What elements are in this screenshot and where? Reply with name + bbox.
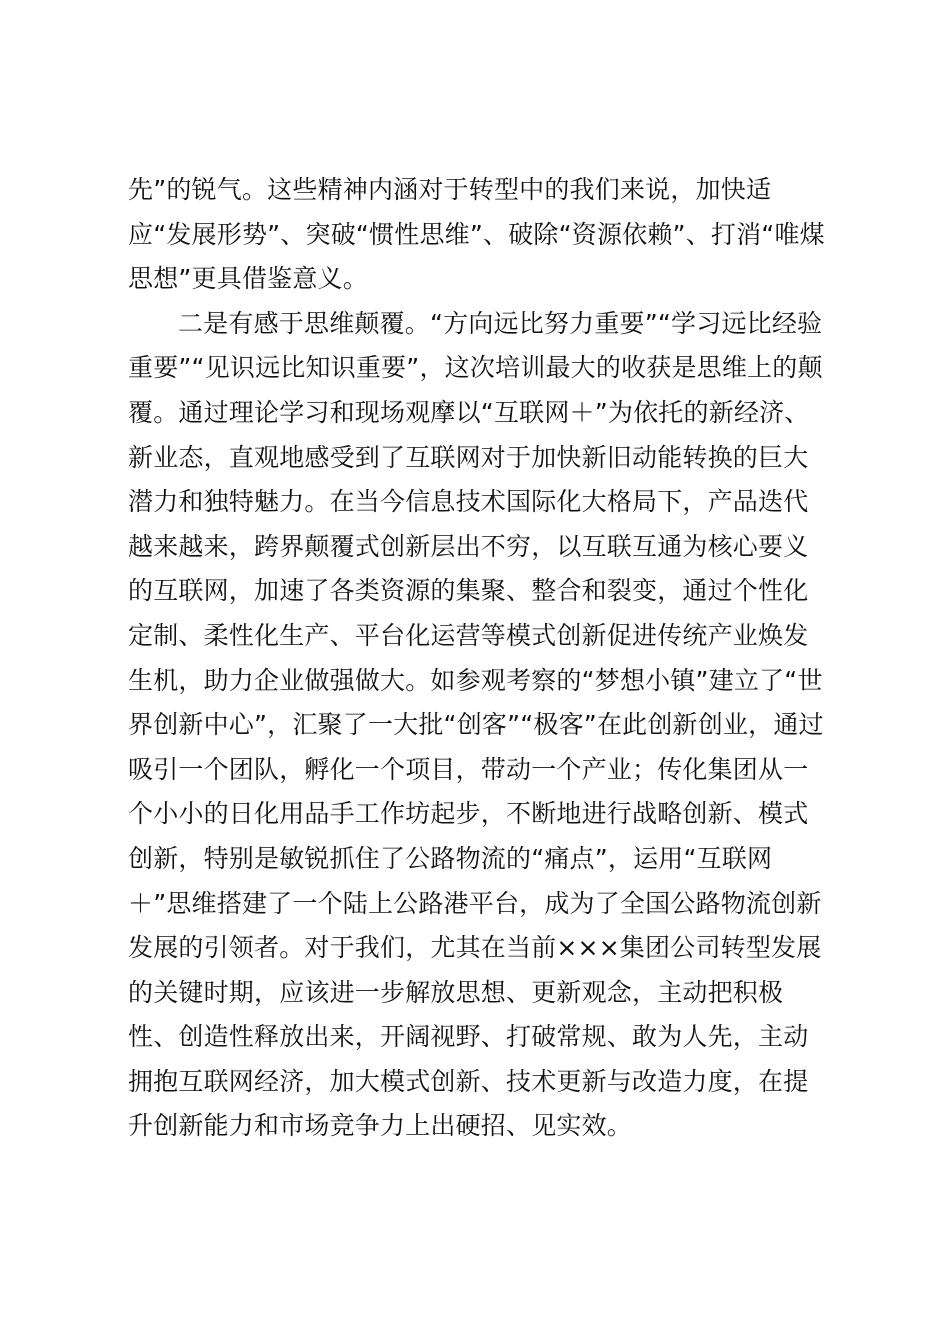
text-line: 拥抱互联网经济，加大模式创新、技术更新与改造力度，在提 (128, 1066, 809, 1096)
text-line: 应“发展形势”、突破“惯性思维”、破除“资源依赖”、打消“唯煤 (128, 219, 825, 249)
text-line: 生机，助力企业做强做大。如参观考察的“梦想小镇”建立了“世 (128, 665, 823, 695)
text-line: 越来越来，跨界颠覆式创新层出不穷，以互联互通为核心要义 (128, 531, 809, 561)
text-line: 重要”“见识远比知识重要”，这次培训最大的收获是思维上的颠 (128, 353, 823, 383)
text-line: 新业态，直观地感受到了互联网对于加快新旧动能转换的巨大 (128, 442, 809, 472)
text-line: 性、创造性释放出来，开阔视野、打破常规、敢为人先，主动 (128, 1022, 809, 1052)
text-line: 创新，特别是敏锐抓住了公路物流的“痛点”，运用“互联网 (128, 843, 773, 873)
text-line: 升创新能力和市场竞争力上出硬招、见实效。 (128, 1111, 633, 1141)
text-line: 吸引一个团队，孵化一个项目，带动一个产业；传化集团从一 (128, 754, 809, 784)
text-line: 的互联网，加速了各类资源的集聚、整合和裂变，通过个性化 (128, 576, 809, 606)
text-line: 潜力和独特魅力。在当今信息技术国际化大格局下，产品迭代 (128, 487, 809, 517)
text-line: 思想”更具借鉴意义。 (128, 264, 368, 294)
text-line: 覆。通过理论学习和现场观摩以“互联网＋”为依托的新经济、 (128, 397, 810, 427)
text-line: 先”的锐气。这些精神内涵对于转型中的我们来说，加快适 (128, 175, 772, 204)
text-line: 个小小的日化用品手工作坊起步，不断地进行战略创新、模式 (128, 799, 809, 829)
text-line: 界创新中心”，汇聚了一大批“创客”“极客”在此创新创业，通过 (128, 710, 824, 740)
text-line: 的关键时期，应该进一步解放思想、更新观念，主动把积极 (128, 977, 784, 1007)
paragraph-first-line: 二是有感于思维颠覆。“方向远比努力重要”“学习远比经验 (178, 308, 823, 338)
text-line: 定制、柔性化生产、平台化运营等模式创新促进传统产业焕发 (128, 620, 809, 650)
body-text (128, 168, 848, 1149)
text-line: 发展的引领者。对于我们，尤其在当前×××集团公司转型发展 (128, 933, 822, 963)
text-line: ＋”思维搭建了一个陆上公路港平台，成为了全国公路物流创新 (128, 888, 822, 918)
